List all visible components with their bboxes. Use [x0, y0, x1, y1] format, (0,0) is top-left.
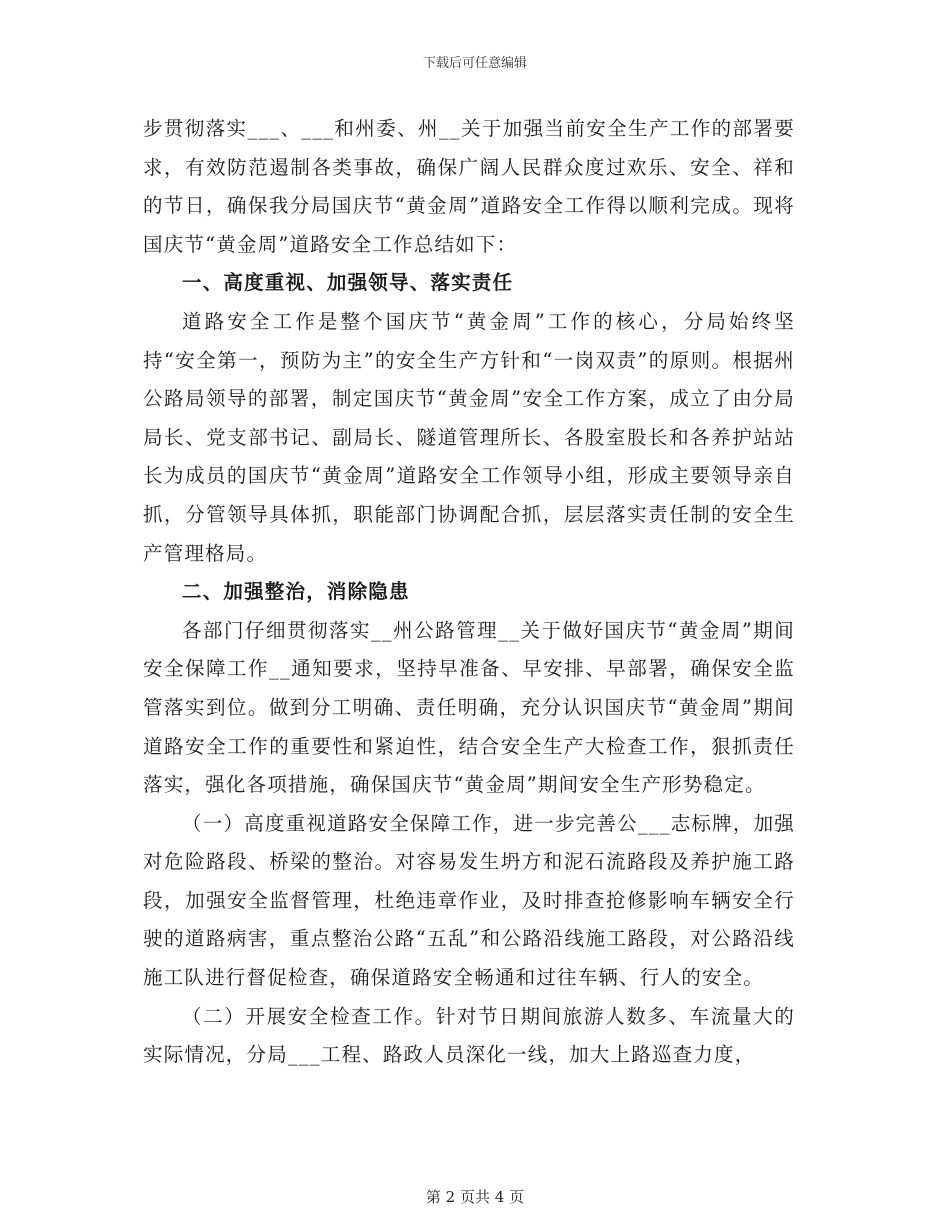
section-heading-2: 二、加强整治，消除隐患 [182, 580, 410, 604]
page-number: 第 2 页共 4 页 [425, 1188, 525, 1206]
page-header-note: 下载后可任意编辑 [422, 56, 527, 71]
paragraph-item-2: （二）开展安全检查工作。针对节日期间旅游人数多、车流量大的实际情况，分局___工程、路政人员深化一线，加大上路巡查力度， [143, 1004, 795, 1067]
paragraph-intro: 步贯彻落实___、___和州委、州__关于加强当前安全生产工作的部署要求，有效防范遏制各类事故，确保广阔人民群众度过欢乐、安全、祥和的节日，确保我分局国庆节“黄金周”道路安全工作得以顺利完成。现将国庆节“黄金周”道路安全工作总结如下： [143, 117, 795, 256]
paragraph-rectification: 各部门仔细贯彻落实__州公路管理__关于做好国庆节“黄金周”期间安全保障工作__通知要求，坚持早准备、早安排、早部署，确保安全监管落实到位。做到分工明确、责任明确，充分认识国庆节“黄金周”期间道路安全工作的重要性和紧迫性，结合安全生产大检查工作，狠抓责任落实，强化各项措施，确保国庆节“黄金周”期间安全生产形势稳定。 [143, 618, 795, 797]
paragraph-leadership: 道路安全工作是整个国庆节“黄金周”工作的核心，分局始终坚持“安全第一，预防为主”的安全生产方针和“一岗双责”的原则。根据州公路局领导的部署，制定国庆节“黄金周”安全工作方案，成立了由分局局长、党支部书记、副局长、隧道管理所长、各股室股长和各养护站站长为成员的国庆节“黄金周”道路安全工作领导小组，形成主要领导亲自抓，分管领导具体抓，职能部门协调配合抓，层层落实责任制的安全生产管理格局。 [143, 309, 795, 565]
document-body [143, 110, 795, 1075]
section-heading-1: 一、高度重视、加强领导、落实责任 [182, 271, 514, 295]
paragraph-item-1: （一）高度重视道路安全保障工作，进一步完善公___志标牌，加强对危险路段、桥梁的整治。对容易发生坍方和泥石流路段及养护施工路段，加强安全监督管理，杜绝违章作业，及时排查抢修影响车辆安全行驶的道路病害，重点整治公路“五乱”和公路沿线施工路段，对公路沿线施工队进行督促检查，确保道路安全畅通和过往车辆、行人的安全。 [143, 811, 795, 990]
